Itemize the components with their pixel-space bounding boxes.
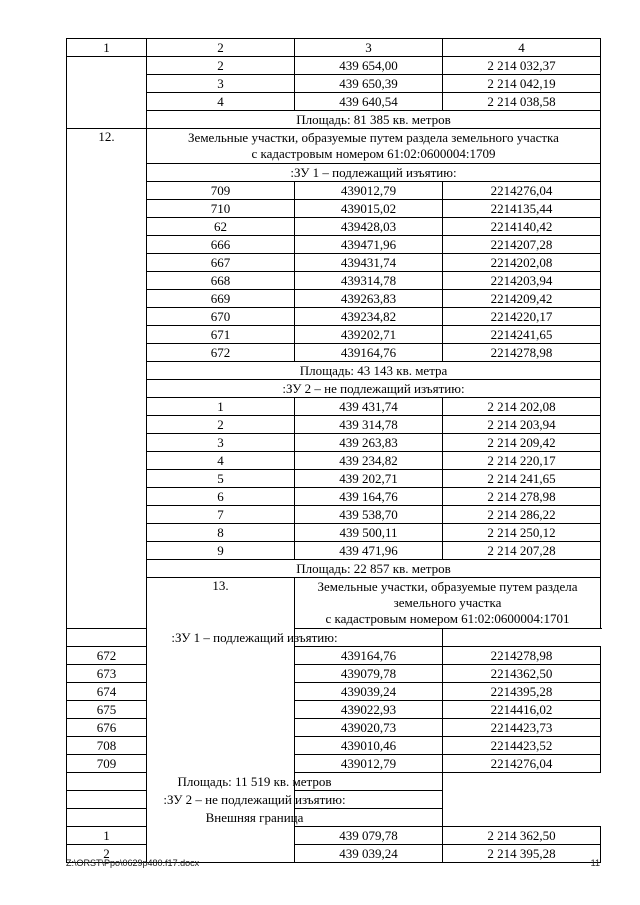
point-number: 3 [147,434,295,452]
table-row [67,542,601,560]
coord-y: 2214241,65 [443,326,601,344]
point-number: 709 [147,182,295,200]
coord-y: 2214203,94 [443,272,601,290]
coord-x: 439 538,70 [295,506,443,524]
subsection-label: :ЗУ 1 – подлежащий изъятию: [147,164,601,182]
point-number: 669 [147,290,295,308]
section-title [295,578,601,629]
empty-number-cell [67,57,147,129]
coord-y: 2214395,28 [443,683,601,701]
area-text: Площадь: 22 857 кв. метров [147,560,601,578]
coord-x: 439012,79 [295,755,443,773]
column-number: 2 [147,39,295,57]
table-row [67,326,601,344]
coord-y: 2214276,04 [443,182,601,200]
point-number: 670 [147,308,295,326]
coord-y: 2214423,52 [443,737,601,755]
coord-x: 439010,46 [295,737,443,755]
table-row [67,506,601,524]
coord-x: 439039,24 [295,683,443,701]
subsection-label-row [67,791,601,809]
coord-x: 439 500,11 [295,524,443,542]
subsection-label-row [67,164,601,182]
coord-y: 2 214 395,28 [443,845,601,863]
table-row [67,254,601,272]
table-row [67,75,601,93]
point-number: 1 [67,827,147,845]
coord-x: 439015,02 [295,200,443,218]
coord-y: 2 214 032,37 [443,57,601,75]
coord-x: 439431,74 [295,254,443,272]
table-row [67,452,601,470]
table-row [67,93,601,111]
coord-y: 2 214 209,42 [443,434,601,452]
subsection-label: :ЗУ 2 – не подлежащий изъятию: [147,380,601,398]
coord-y: 2214416,02 [443,701,601,719]
coord-x: 439 234,82 [295,452,443,470]
coord-y: 2214362,50 [443,665,601,683]
footer-file-path: Z:\ORST\Ppo\0629p480.f17.docx [66,858,200,868]
coord-x: 439428,03 [295,218,443,236]
table-row [67,200,601,218]
table-row [67,524,601,542]
point-number: 1 [147,398,295,416]
coord-x: 439 650,39 [295,75,443,93]
point-number: 672 [147,344,295,362]
coord-x: 439012,79 [295,182,443,200]
point-number: 673 [67,665,147,683]
coord-y: 2214209,42 [443,290,601,308]
subsection-label-row [67,380,601,398]
coord-x: 439022,93 [295,701,443,719]
point-number: 672 [67,647,147,665]
coord-x: 439 164,76 [295,488,443,506]
coord-x: 439 654,00 [295,57,443,75]
coord-y: 2 214 038,58 [443,93,601,111]
point-number: 9 [147,542,295,560]
coord-x: 439471,96 [295,236,443,254]
area-row [67,111,601,129]
subsection-label: :ЗУ 2 – не подлежащий изъятию: [67,791,443,809]
coordinates-table [66,38,601,863]
coord-x: 439020,73 [295,719,443,737]
point-number: 708 [67,737,147,755]
point-number: 2 [147,57,295,75]
coord-x: 439 263,83 [295,434,443,452]
point-number: 675 [67,701,147,719]
area-row [67,773,601,791]
area-text: Площадь: 43 143 кв. метра [147,362,601,380]
coord-x: 439 079,78 [295,827,443,845]
column-number-row [67,39,601,57]
point-number: 4 [147,93,295,111]
table-row [67,488,601,506]
coord-y: 2 214 286,22 [443,506,601,524]
subsection-label-row [67,629,601,647]
coord-x: 439234,82 [295,308,443,326]
coord-x: 439164,76 [295,647,443,665]
point-number: 666 [147,236,295,254]
coord-x: 439 039,24 [295,845,443,863]
point-number: 2 [147,416,295,434]
section-title-line: с кадастровым номером 61:02:0600004:1701 [325,611,570,626]
point-number: 5 [147,470,295,488]
coord-x: 439263,83 [295,290,443,308]
area-row [67,362,601,380]
section-title-line: Земельные участки, образуемые путем раздела земельного участка [317,579,578,610]
table-row [67,470,601,488]
coord-y: 2 214 362,50 [443,827,601,845]
coord-y: 2214278,98 [443,344,601,362]
section-title-line: Земельные участки, образуемые путем раздела земельного участка [188,130,559,145]
area-row [67,560,601,578]
coord-y: 2 214 202,08 [443,398,601,416]
coord-y: 2214135,44 [443,200,601,218]
point-number: 709 [67,755,147,773]
point-number: 7 [147,506,295,524]
section-title-line: с кадастровым номером 61:02:0600004:1709 [251,146,496,161]
section-title [147,129,601,164]
table-row [67,308,601,326]
table-row [67,182,601,200]
point-number: 6 [147,488,295,506]
coord-x: 439164,76 [295,344,443,362]
table-row [67,272,601,290]
table-row [67,218,601,236]
coord-x: 439 640,54 [295,93,443,111]
coord-y: 2 214 278,98 [443,488,601,506]
column-number: 3 [295,39,443,57]
point-number: 676 [67,719,147,737]
point-number: 4 [147,452,295,470]
coord-y: 2214220,17 [443,308,601,326]
table-row [67,398,601,416]
point-number: 674 [67,683,147,701]
table-row [67,344,601,362]
table-row [67,434,601,452]
point-number: 710 [147,200,295,218]
coord-y: 2 214 203,94 [443,416,601,434]
coord-x: 439314,78 [295,272,443,290]
subsection-label: :ЗУ 1 – подлежащий изъятию: [67,629,443,647]
point-number: 62 [147,218,295,236]
point-number: 668 [147,272,295,290]
boundary-label: Внешняя граница [67,809,443,827]
footer-page-number: 11 [590,858,600,868]
coord-x: 439 314,78 [295,416,443,434]
point-number: 8 [147,524,295,542]
boundary-row [67,809,601,827]
table-row [67,236,601,254]
section-title-row [67,578,601,629]
coord-y: 2 214 250,12 [443,524,601,542]
section-number: 13. [147,578,295,863]
table-row [67,290,601,308]
coord-y: 2 214 042,19 [443,75,601,93]
column-number: 4 [443,39,601,57]
coord-y: 2214276,04 [443,755,601,773]
coord-y: 2214202,08 [443,254,601,272]
coord-y: 2 214 207,28 [443,542,601,560]
coord-y: 2 214 220,17 [443,452,601,470]
coord-x: 439202,71 [295,326,443,344]
coord-y: 2214278,98 [443,647,601,665]
coord-x: 439 431,74 [295,398,443,416]
point-number: 3 [147,75,295,93]
point-number: 2 [67,845,147,863]
section-number: 12. [67,129,147,629]
table-row [67,57,601,75]
column-number: 1 [67,39,147,57]
area-text: Площадь: 11 519 кв. метров [67,773,443,791]
area-text: Площадь: 81 385 кв. метров [147,111,601,129]
section-title-row [67,129,601,164]
table-row [67,416,601,434]
coord-y: 2 214 241,65 [443,470,601,488]
coord-x: 439 202,71 [295,470,443,488]
coord-y: 2214140,42 [443,218,601,236]
point-number: 667 [147,254,295,272]
point-number: 671 [147,326,295,344]
coord-x: 439 471,96 [295,542,443,560]
coord-y: 2214207,28 [443,236,601,254]
coord-y: 2214423,73 [443,719,601,737]
coord-x: 439079,78 [295,665,443,683]
